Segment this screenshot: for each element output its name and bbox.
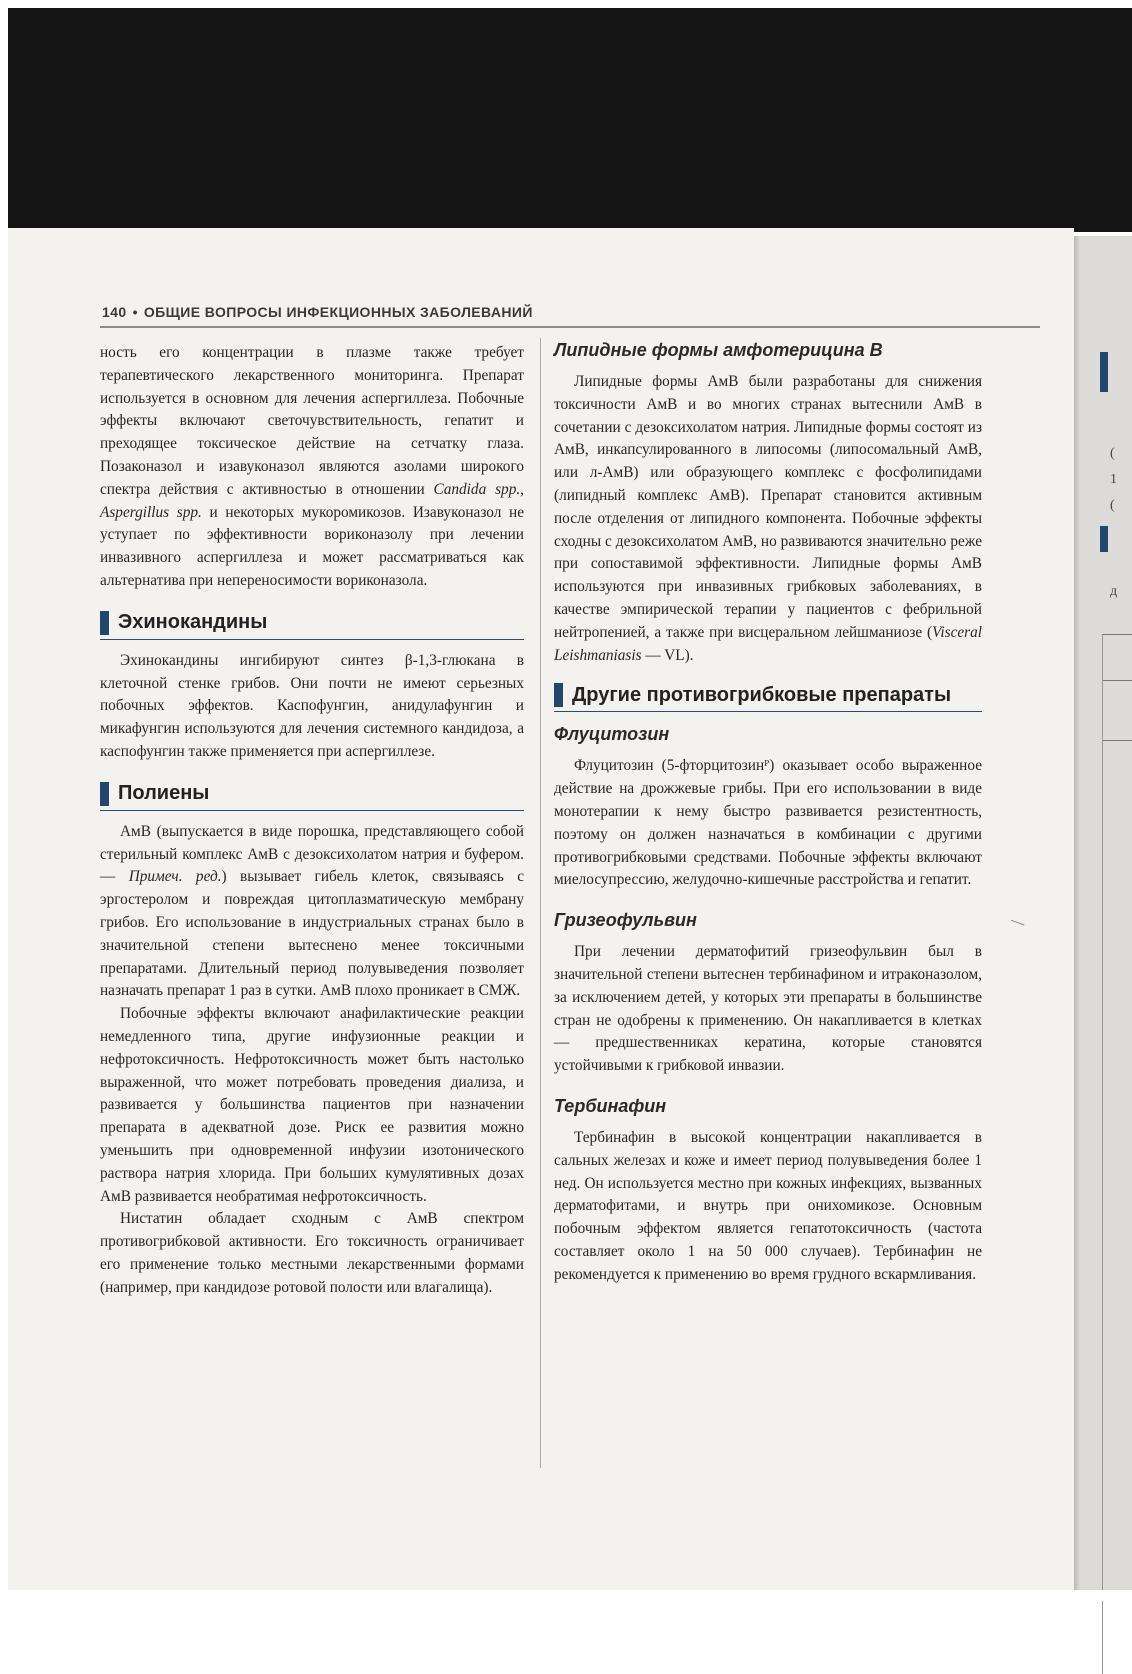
subheading-flucytosine: Флуцитозин (554, 724, 670, 745)
adjacent-section-bar (1100, 352, 1108, 392)
intro-italic-candida: Candida spp. (433, 480, 521, 498)
polyenes-p1-end: ) вызывает гибель клеток, связываясь с эргостеролом и повреждая цитоплазматическую мембрану грибов. Его использование в индустриальных странах было в значительной степени вытеснено менее токсичными препаратами. Длительный период полувыведения позволяет назначать препарат 1 раз в сутки. АмВ плохо проникает в СМЖ. (100, 868, 524, 1000)
adjacent-text-fragment: ( (1110, 446, 1115, 461)
scanner-lid-shadow (8, 8, 1132, 232)
lipid-text-italic: Visceral Leishmaniasis (554, 623, 982, 664)
polyenes-p1-start: АмВ (выпускается в виде порошка, представляющего собой стерильный комплекс АмВ с дезоксихолатом натрия и буфером. — (100, 822, 524, 886)
intro-separator: , (520, 480, 524, 498)
adjacent-table-rule (1102, 740, 1132, 741)
intro-italic-aspergillus: Aspergillus spp. (100, 503, 202, 521)
section-heading-echinocandins (100, 609, 524, 640)
adjacent-text-fragment: 1 (1110, 472, 1117, 487)
intro-text: ность его концентрации в плазме также требует терапевтического лекарственного мониторинга. Препарат используется в основном для лечения аспергиллеза. Побочные эффекты включают светочувствительность, гепатит и преходящее токсическое действие на сетчатку глаза. Позаконазол и изавуконазол являются азолами широкого спектра действия с активностью в отношении (100, 344, 524, 498)
adjacent-table-rule (1102, 680, 1132, 681)
adjacent-table-rule (1102, 634, 1132, 635)
subheading-griseofulvin: Гризеофульвин (554, 910, 697, 931)
subheading-terbinafine: Тербинафин (554, 1095, 667, 1116)
page-number: 140 (102, 304, 127, 320)
intro-paragraph (100, 342, 524, 593)
adjacent-text-fragment: ( (1110, 498, 1115, 513)
polyenes-paragraph-1 (100, 821, 524, 1003)
intro-tail: и некоторых мукоромикозов. Изавуконазол не уступает по эффективности вориконазолу при лечении инвазивного аспергиллеза и может рассматриваться как альтернатива при непереносимости вориконазола. (100, 503, 524, 589)
section-heading-polyenes (100, 780, 524, 811)
section-bar-icon (100, 611, 109, 635)
section-bar-icon (100, 782, 109, 806)
section-heading-other-antifungals (554, 681, 982, 712)
running-head (102, 304, 533, 320)
header-rule (100, 326, 1040, 328)
left-column (100, 342, 524, 1299)
polyenes-paragraph-2: Побочные эффекты включают анафилактические реакции немедленного типа, другие инфузионные реакции и нефротоксичность. Нефротоксичность может быть настолько выраженной, что может потребовать проведения диализа, и развивается у большинства пациентов при назначении препарата в адекватной дозе. Риск ее развития можно уменьшить при одновременной инфузии изотонического раствора натрия хлорида. При больших кумулятивных дозах АмВ развивается необратимая нефротоксичность. (100, 1005, 524, 1205)
chapter-title: ОБЩИЕ ВОПРОСЫ ИНФЕКЦИОННЫХ ЗАБОЛЕВАНИЙ (143, 304, 533, 320)
adjacent-page-edge (1074, 236, 1132, 1590)
scan-margin-bottom (0, 1590, 1132, 1601)
lipid-text-start: Липидные формы АмВ были разработаны для снижения токсичности АмВ и во многих странах вытеснили АмВ в сочетании с дезоксихолатом натрия. Липидные формы состоят из АмВ, инкапсулированного в липосомы (липосомальный АмВ, или л-АмВ) или образующего комплекс с фосфолипидами (липидный комплекс АмВ). Препарат становится активным после отделения от липидного компонента. Побочные эффекты сходны с дезоксихолатом АмВ, но развиваются значительно реже при сопоставимой эффективности. Липидные формы АмВ используются при инвазивных грибковых заболеваниях, в качестве эмпирической терапии у пациентов с фебрильной нейтропенией, а также при висцеральном лейшманиозе ( (554, 373, 982, 641)
lipid-forms-paragraph (554, 371, 982, 667)
echinocandins-paragraph: Эхинокандины ингибируют синтез β-1,3-глюкана в клеточной стенке грибов. Они почти не имеют серьезных побочных эффектов. Каспофунгин, анидулафунгин и микафунгин используются для лечения системного кандидоза, а каспофунгин также применяется при аспергиллезе. (100, 651, 524, 760)
griseofulvin-paragraph: При лечении дерматофитий гризеофульвин был в значительной степени вытеснен тербинафином и итраконазолом, за исключением детей, у которых эти препараты в большинстве стран не одобрены к применению. Он накапливается в клетках — предшественниках кератина, которые становятся устойчивыми к грибковой инвазии. (554, 943, 982, 1075)
right-column (554, 340, 982, 1287)
terbinafine-paragraph: Тербинафин в высокой концентрации накапливается в сальных железах и коже и имеет период полувыведения более 1 нед. Он используется местно при кожных инфекциях, вызванных дерматофитами, и внутрь при онихомикозе. Основным побочным эффектом является гепатотоксичность (частота составляет около 1 на 50 000 случаев). Тербинафин не рекомендуется к применению во время грудного вскармливания. (554, 1128, 982, 1283)
flucytosine-paragraph: Флуцитозин (5-фторцитозинᴾ) оказывает особо выраженное действие на дрожжевые грибы. При его использовании в виде монотерапии к нему быстро развивается резистентность, поэтому он должен назначаться в комбинации с другими противогрибковыми средствами. Побочные эффекты включают миелосупрессию, желудочно-кишечные расстройства и гепатит. (554, 757, 982, 889)
lipid-text-end: — VL). (641, 646, 694, 664)
polyenes-paragraph-3: Нистатин обладает сходным с АмВ спектром противогрибковой активности. Его токсичность ограничивает его применение только местными лекарственными формами (например, при кандидозе ротовой полости или влагалища). (100, 1210, 524, 1296)
section-heading-text: Полиены (118, 782, 210, 805)
adjacent-table-border (1102, 634, 1103, 1674)
running-head-bullet: • (132, 304, 138, 320)
section-heading-text: Эхинокандины (118, 611, 268, 634)
adjacent-text-fragment: д (1110, 584, 1118, 599)
column-divider (540, 338, 541, 1468)
section-bar-icon (554, 683, 563, 707)
editor-note: Примеч. ред. (128, 868, 222, 886)
section-heading-text: Другие противогрибковые препараты (572, 683, 952, 706)
page-gutter-shadow (1074, 236, 1080, 1590)
subheading-lipid-forms: Липидные формы амфотерицина В (554, 340, 883, 360)
adjacent-section-bar (1100, 526, 1108, 552)
